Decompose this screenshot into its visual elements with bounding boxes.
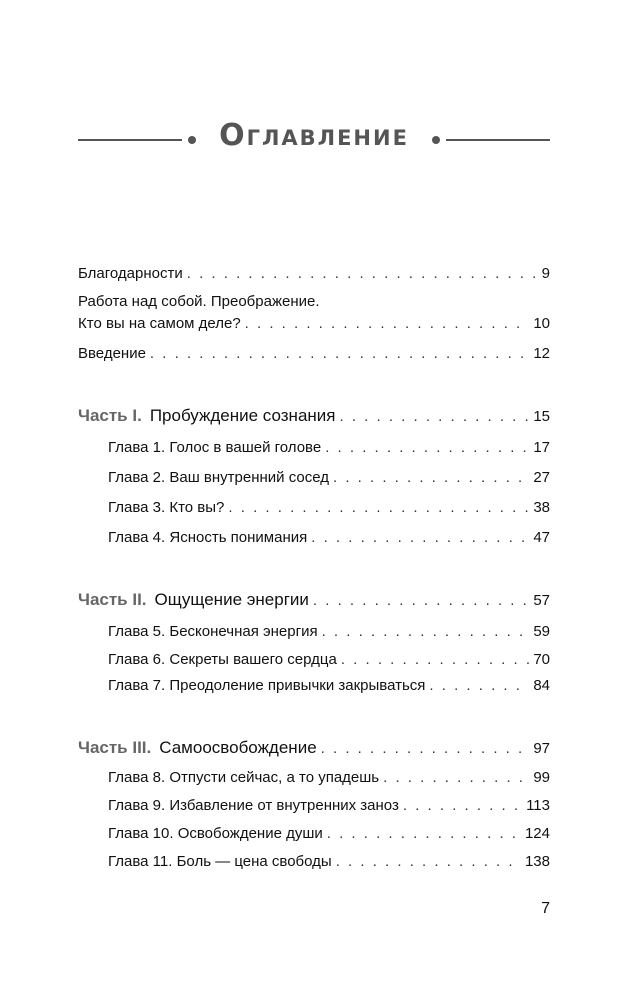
entry-page: 12 — [533, 345, 550, 362]
leader-dots — [321, 737, 530, 761]
chapter-label: Глава 2. Ваш внутренний сосед — [108, 469, 329, 486]
leader-dots — [245, 312, 530, 336]
toc-chapter-8[interactable] — [108, 766, 550, 790]
toc-entry-work-line1[interactable]: Работа над собой. Преображение. — [78, 293, 320, 310]
leader-dots — [150, 342, 529, 366]
leader-dots — [187, 262, 538, 286]
chapter-label: Глава 7. Преодоление привычки закрываться — [108, 677, 426, 694]
right-dot-ornament — [432, 136, 440, 144]
toc-entry-acknowledgements[interactable] — [78, 262, 550, 286]
toc-chapter-11[interactable] — [108, 850, 550, 874]
toc-chapter-2[interactable] — [108, 466, 550, 490]
leader-dots — [327, 822, 521, 846]
toc-header — [78, 118, 550, 162]
part-title: Ощущение энергии — [154, 590, 309, 609]
chapter-label: Глава 5. Бесконечная энергия — [108, 623, 318, 640]
toc-chapter-1[interactable] — [108, 436, 550, 460]
toc-chapter-3[interactable] — [108, 496, 550, 520]
leader-dots — [313, 589, 529, 613]
chapter-label: Глава 9. Избавление от внутренних заноз — [108, 797, 399, 814]
toc-chapter-5[interactable] — [108, 620, 550, 644]
toc-chapter-7[interactable] — [108, 674, 550, 698]
entry-page: 124 — [524, 825, 550, 842]
entry-page: 38 — [533, 499, 550, 516]
chapter-label: Глава 4. Ясность понимания — [108, 529, 308, 546]
leader-dots — [339, 405, 529, 429]
page-title: Оглавление — [219, 118, 409, 153]
entry-page: 70 — [533, 651, 550, 668]
part-label: Часть III. — [78, 738, 152, 757]
entry-page: 27 — [533, 469, 550, 486]
entry-page: 138 — [524, 853, 550, 870]
leader-dots — [325, 436, 529, 460]
leader-dots — [311, 526, 529, 550]
toc-part-2[interactable] — [78, 588, 550, 612]
page-number: 7 — [541, 900, 550, 917]
part-title: Пробуждение сознания — [149, 406, 336, 425]
entry-label: Кто вы на самом деле? — [78, 315, 241, 332]
leader-dots — [322, 620, 530, 644]
entry-label: Введение — [78, 345, 146, 362]
leader-dots — [228, 496, 529, 520]
chapter-label: Глава 11. Боль — цена свободы — [108, 853, 332, 870]
toc-chapter-6[interactable] — [108, 648, 550, 672]
entry-page: 15 — [533, 408, 550, 425]
entry-page: 17 — [533, 439, 550, 456]
toc-chapter-9[interactable] — [108, 794, 550, 818]
entry-page: 57 — [533, 592, 550, 609]
toc-chapter-4[interactable] — [108, 526, 550, 550]
leader-dots — [341, 648, 530, 672]
entry-page: 47 — [533, 529, 550, 546]
chapter-label: Глава 6. Секреты вашего сердца — [108, 651, 337, 668]
part-label: Часть I. — [78, 406, 142, 425]
leader-dots — [336, 850, 521, 874]
leader-dots — [429, 674, 529, 698]
leader-dots — [333, 466, 529, 490]
entry-page: 10 — [533, 315, 550, 332]
toc-entry-introduction[interactable] — [78, 342, 550, 366]
leader-dots — [383, 766, 529, 790]
entry-page: 97 — [533, 740, 550, 757]
chapter-label: Глава 8. Отпусти сейчас, а то упадешь — [108, 769, 380, 786]
leader-dots — [403, 794, 522, 818]
toc-chapter-10[interactable] — [108, 822, 550, 846]
toc-part-1[interactable] — [78, 404, 550, 428]
entry-page: 113 — [526, 797, 550, 814]
entry-label: Благодарности — [78, 265, 183, 282]
entry-page: 59 — [533, 623, 550, 640]
chapter-label: Глава 3. Кто вы? — [108, 499, 225, 516]
entry-page: 99 — [533, 769, 550, 786]
part-label: Часть II. — [78, 590, 147, 609]
toc-entry-work[interactable] — [78, 312, 550, 336]
part-title: Самоосвобождение — [159, 738, 317, 757]
chapter-label: Глава 1. Голос в вашей голове — [108, 439, 322, 456]
chapter-label: Глава 10. Освобождение души — [108, 825, 323, 842]
toc-part-3[interactable] — [78, 736, 550, 760]
right-rule — [446, 139, 550, 141]
entry-page: 84 — [533, 677, 550, 694]
entry-page: 9 — [541, 265, 550, 282]
